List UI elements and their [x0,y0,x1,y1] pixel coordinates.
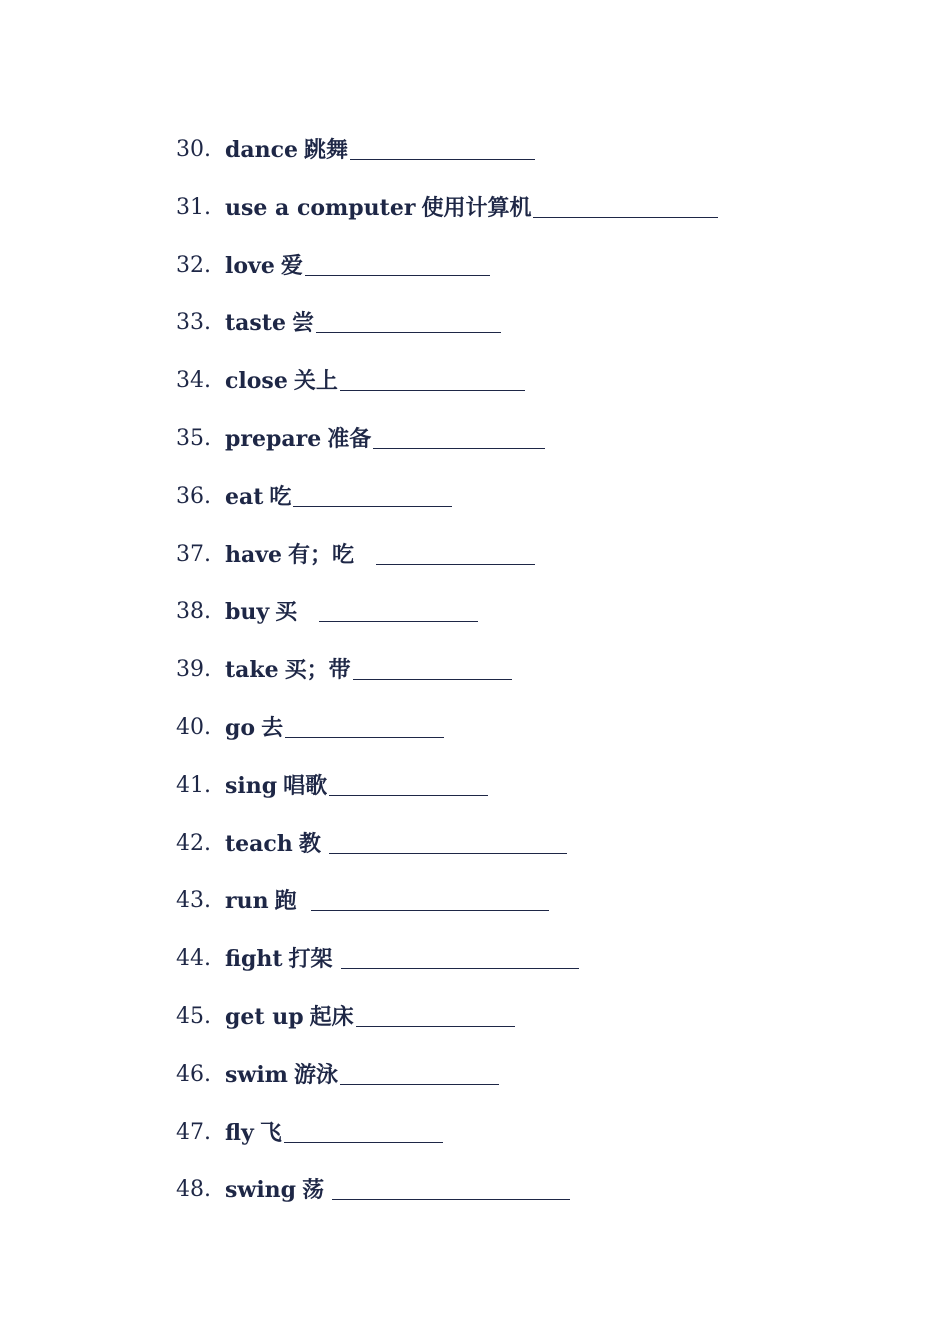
chinese-meaning: 起床 [309,1003,354,1030]
english-word: sing [225,772,278,799]
item-number: 38. [176,599,211,625]
item-number: 31. [176,194,211,220]
item-number: 47. [176,1119,211,1145]
english-word: prepare [225,425,322,452]
english-word: dance [225,137,299,163]
item-number: 40. [176,714,211,740]
list-item [176,128,876,186]
chinese-meaning: 准备 [327,425,372,452]
english-word: teach [225,830,293,857]
answer-blank[interactable] [285,706,444,738]
chinese-meaning: 唱歌 [283,772,328,799]
list-item [176,301,876,359]
english-word: close [225,368,288,395]
chinese-meaning: 跑 [274,888,297,915]
item-number: 34. [176,368,211,394]
english-word: buy [225,599,270,626]
english-word: go [225,714,256,741]
english-word: fly [225,1119,254,1146]
answer-blank[interactable] [305,244,490,276]
answer-blank[interactable] [533,186,718,218]
answer-blank[interactable] [340,1053,499,1085]
answer-blank[interactable] [329,822,567,854]
item-number: 41. [176,772,211,798]
chinese-meaning: 使用计算机 [421,194,532,221]
answer-blank[interactable] [340,359,525,391]
english-word: use a computer [225,194,416,221]
chinese-meaning: 游泳 [293,1061,338,1088]
item-number: 44. [176,946,211,972]
vocabulary-worksheet [176,128,876,1226]
chinese-meaning: 尝 [291,310,314,337]
list-item [176,995,876,1053]
chinese-meaning: 教 [298,830,321,857]
english-word: take [225,657,279,684]
english-word: taste [225,310,286,337]
item-number: 39. [176,657,211,683]
list-item [176,1053,876,1111]
answer-blank[interactable] [373,417,545,449]
item-number: 30. [176,137,211,162]
english-word: have [225,541,283,568]
answer-blank[interactable] [284,1111,443,1143]
chinese-meaning: 去 [261,714,284,741]
english-word: run [225,888,269,915]
item-number: 45. [176,1003,211,1029]
english-word: get up [225,1003,304,1030]
list-item [176,590,876,648]
chinese-meaning: 买 [275,599,298,626]
english-word: swim [225,1061,288,1088]
list-item [176,1168,876,1226]
chinese-meaning: 飞 [259,1119,282,1146]
list-item [176,533,876,591]
answer-blank[interactable] [341,937,579,969]
item-number: 32. [176,252,211,278]
item-number: 46. [176,1061,211,1087]
item-number: 43. [176,888,211,914]
answer-blank[interactable] [311,879,549,911]
answer-blank[interactable] [329,764,488,796]
item-number: 33. [176,310,211,336]
answer-blank[interactable] [319,590,478,622]
english-word: fight [225,946,283,973]
list-item [176,475,876,533]
list-item [176,1111,876,1169]
answer-blank[interactable] [316,301,501,333]
chinese-meaning: 爱 [280,252,303,279]
answer-blank[interactable] [293,475,452,507]
answer-blank[interactable] [376,533,535,565]
chinese-meaning: 跳舞 [304,137,349,163]
chinese-meaning: 关上 [293,368,338,395]
item-number: 42. [176,830,211,856]
chinese-meaning: 有；吃 [288,541,355,568]
list-item [176,764,876,822]
item-number: 36. [176,483,211,509]
chinese-meaning: 打架 [288,946,333,973]
answer-blank[interactable] [353,648,512,680]
english-word: eat [225,483,264,510]
answer-blank[interactable] [356,995,515,1027]
list-item [176,417,876,475]
english-word: love [225,252,275,279]
answer-blank[interactable] [350,128,535,160]
item-number: 37. [176,541,211,567]
list-item [176,706,876,764]
list-item [176,822,876,880]
list-item [176,186,876,244]
chinese-meaning: 吃 [269,483,292,510]
item-number: 35. [176,425,211,451]
chinese-meaning: 荡 [302,1177,325,1204]
list-item [176,879,876,937]
list-item [176,359,876,417]
item-number: 48. [176,1177,211,1203]
list-item [176,648,876,706]
list-item [176,937,876,995]
answer-blank[interactable] [332,1168,570,1200]
english-word: swing [225,1177,297,1204]
list-item [176,244,876,302]
chinese-meaning: 买；带 [284,657,351,684]
